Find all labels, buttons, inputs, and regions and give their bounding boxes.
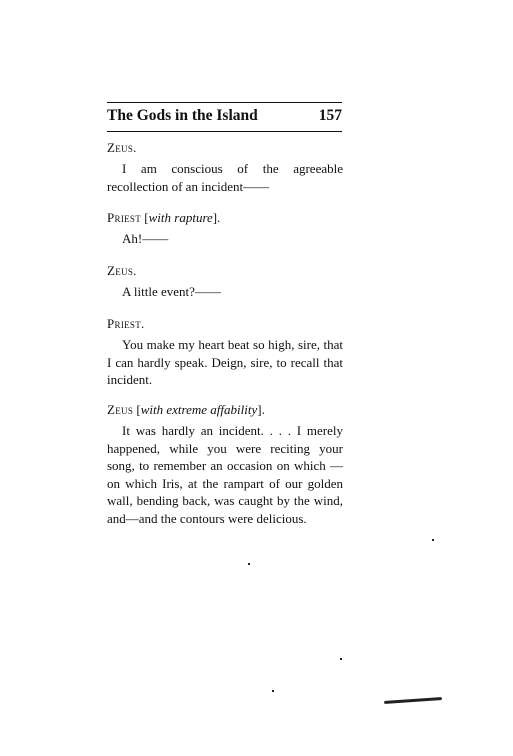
running-header bbox=[107, 107, 342, 129]
scan-speck bbox=[340, 658, 342, 660]
speaker-line bbox=[107, 139, 343, 157]
page-number: 157 bbox=[318, 107, 342, 124]
stage-direction: with extreme affability bbox=[140, 402, 258, 417]
speaker-name: Zeus. bbox=[107, 263, 137, 278]
speaker-name: Zeus. bbox=[107, 140, 137, 155]
running-title: The Gods in the Island bbox=[107, 107, 258, 124]
speaker-line: Priest [with rapture]. bbox=[107, 210, 221, 225]
scan-speck bbox=[432, 539, 434, 541]
header-rule-top bbox=[107, 102, 342, 103]
scan-speck bbox=[272, 690, 274, 692]
speaker-line: Zeus [with extreme affability]. bbox=[107, 402, 265, 417]
scan-speck bbox=[248, 563, 250, 565]
speaker-line bbox=[107, 262, 343, 280]
speaker-name: Zeus bbox=[107, 402, 134, 417]
speaker-name: Priest bbox=[107, 210, 142, 225]
header-rule-bottom bbox=[107, 131, 342, 132]
speech-text: Ah!—— bbox=[122, 231, 169, 246]
speech-text: You make my heart beat so high, sire, that I can hardly speak. Deign, sire, to recall that incident. bbox=[107, 337, 343, 388]
speaker-line bbox=[107, 315, 343, 333]
scan-smudge bbox=[384, 697, 442, 704]
speech-text: It was hardly an incident. . . . I merely happened, while you were reciting your song, to remember an occasion on which — on which Iris, at the rampart of our golden wall, bending back, was caught by the wind, and—and the contours were delicious. bbox=[107, 423, 343, 526]
stage-direction: with rapture bbox=[148, 210, 213, 225]
speech-text: I am conscious of the agreeable recollection of an incident—— bbox=[107, 161, 343, 194]
speech-text: A little event?—— bbox=[122, 284, 221, 299]
speaker-name: Priest. bbox=[107, 316, 145, 331]
